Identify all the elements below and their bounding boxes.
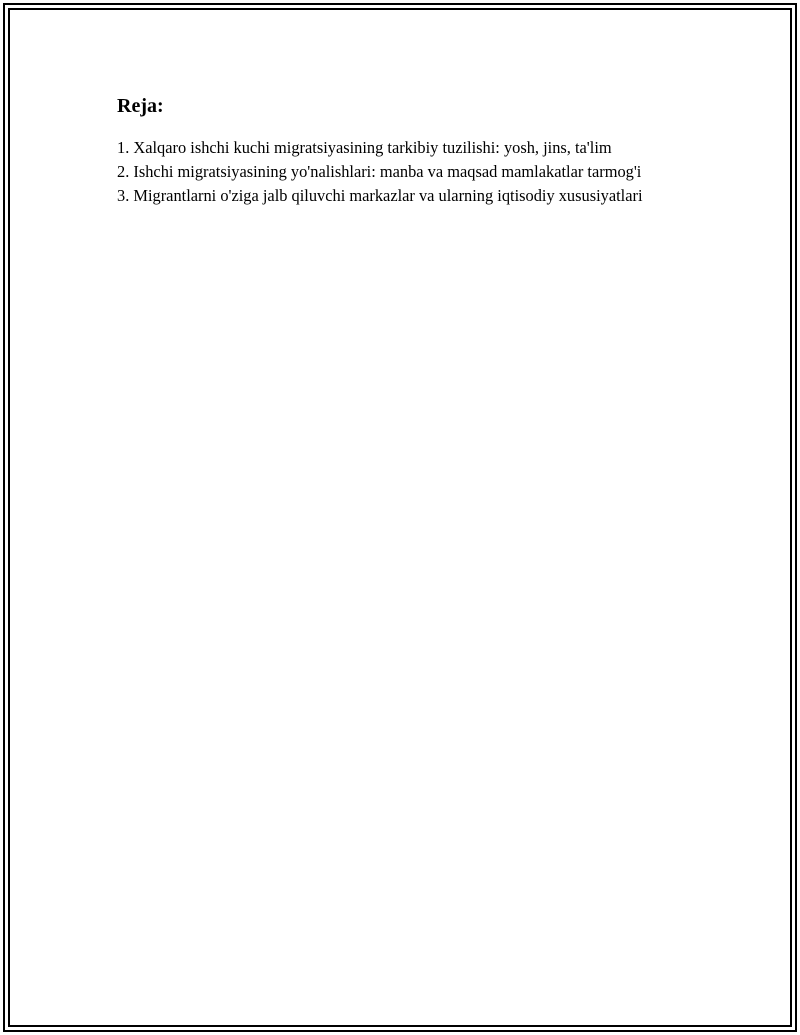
plan-heading: Reja: [117, 95, 164, 117]
plan-item-1: 1. Xalqaro ishchi kuchi migratsiyasining tarkibiy tuzilishi: yosh, jins, ta'lim [117, 138, 612, 157]
plan-item-2: 2. Ishchi migratsiyasining yo'nalishlari: manba va maqsad mamlakatlar tarmog'i [117, 162, 642, 181]
plan-list [117, 136, 692, 208]
plan-item-3: 3. Migrantlarni o'ziga jalb qiluvchi markazlar va ularning iqtisodiy xususiyatlari [117, 186, 643, 205]
document-body [117, 92, 692, 208]
